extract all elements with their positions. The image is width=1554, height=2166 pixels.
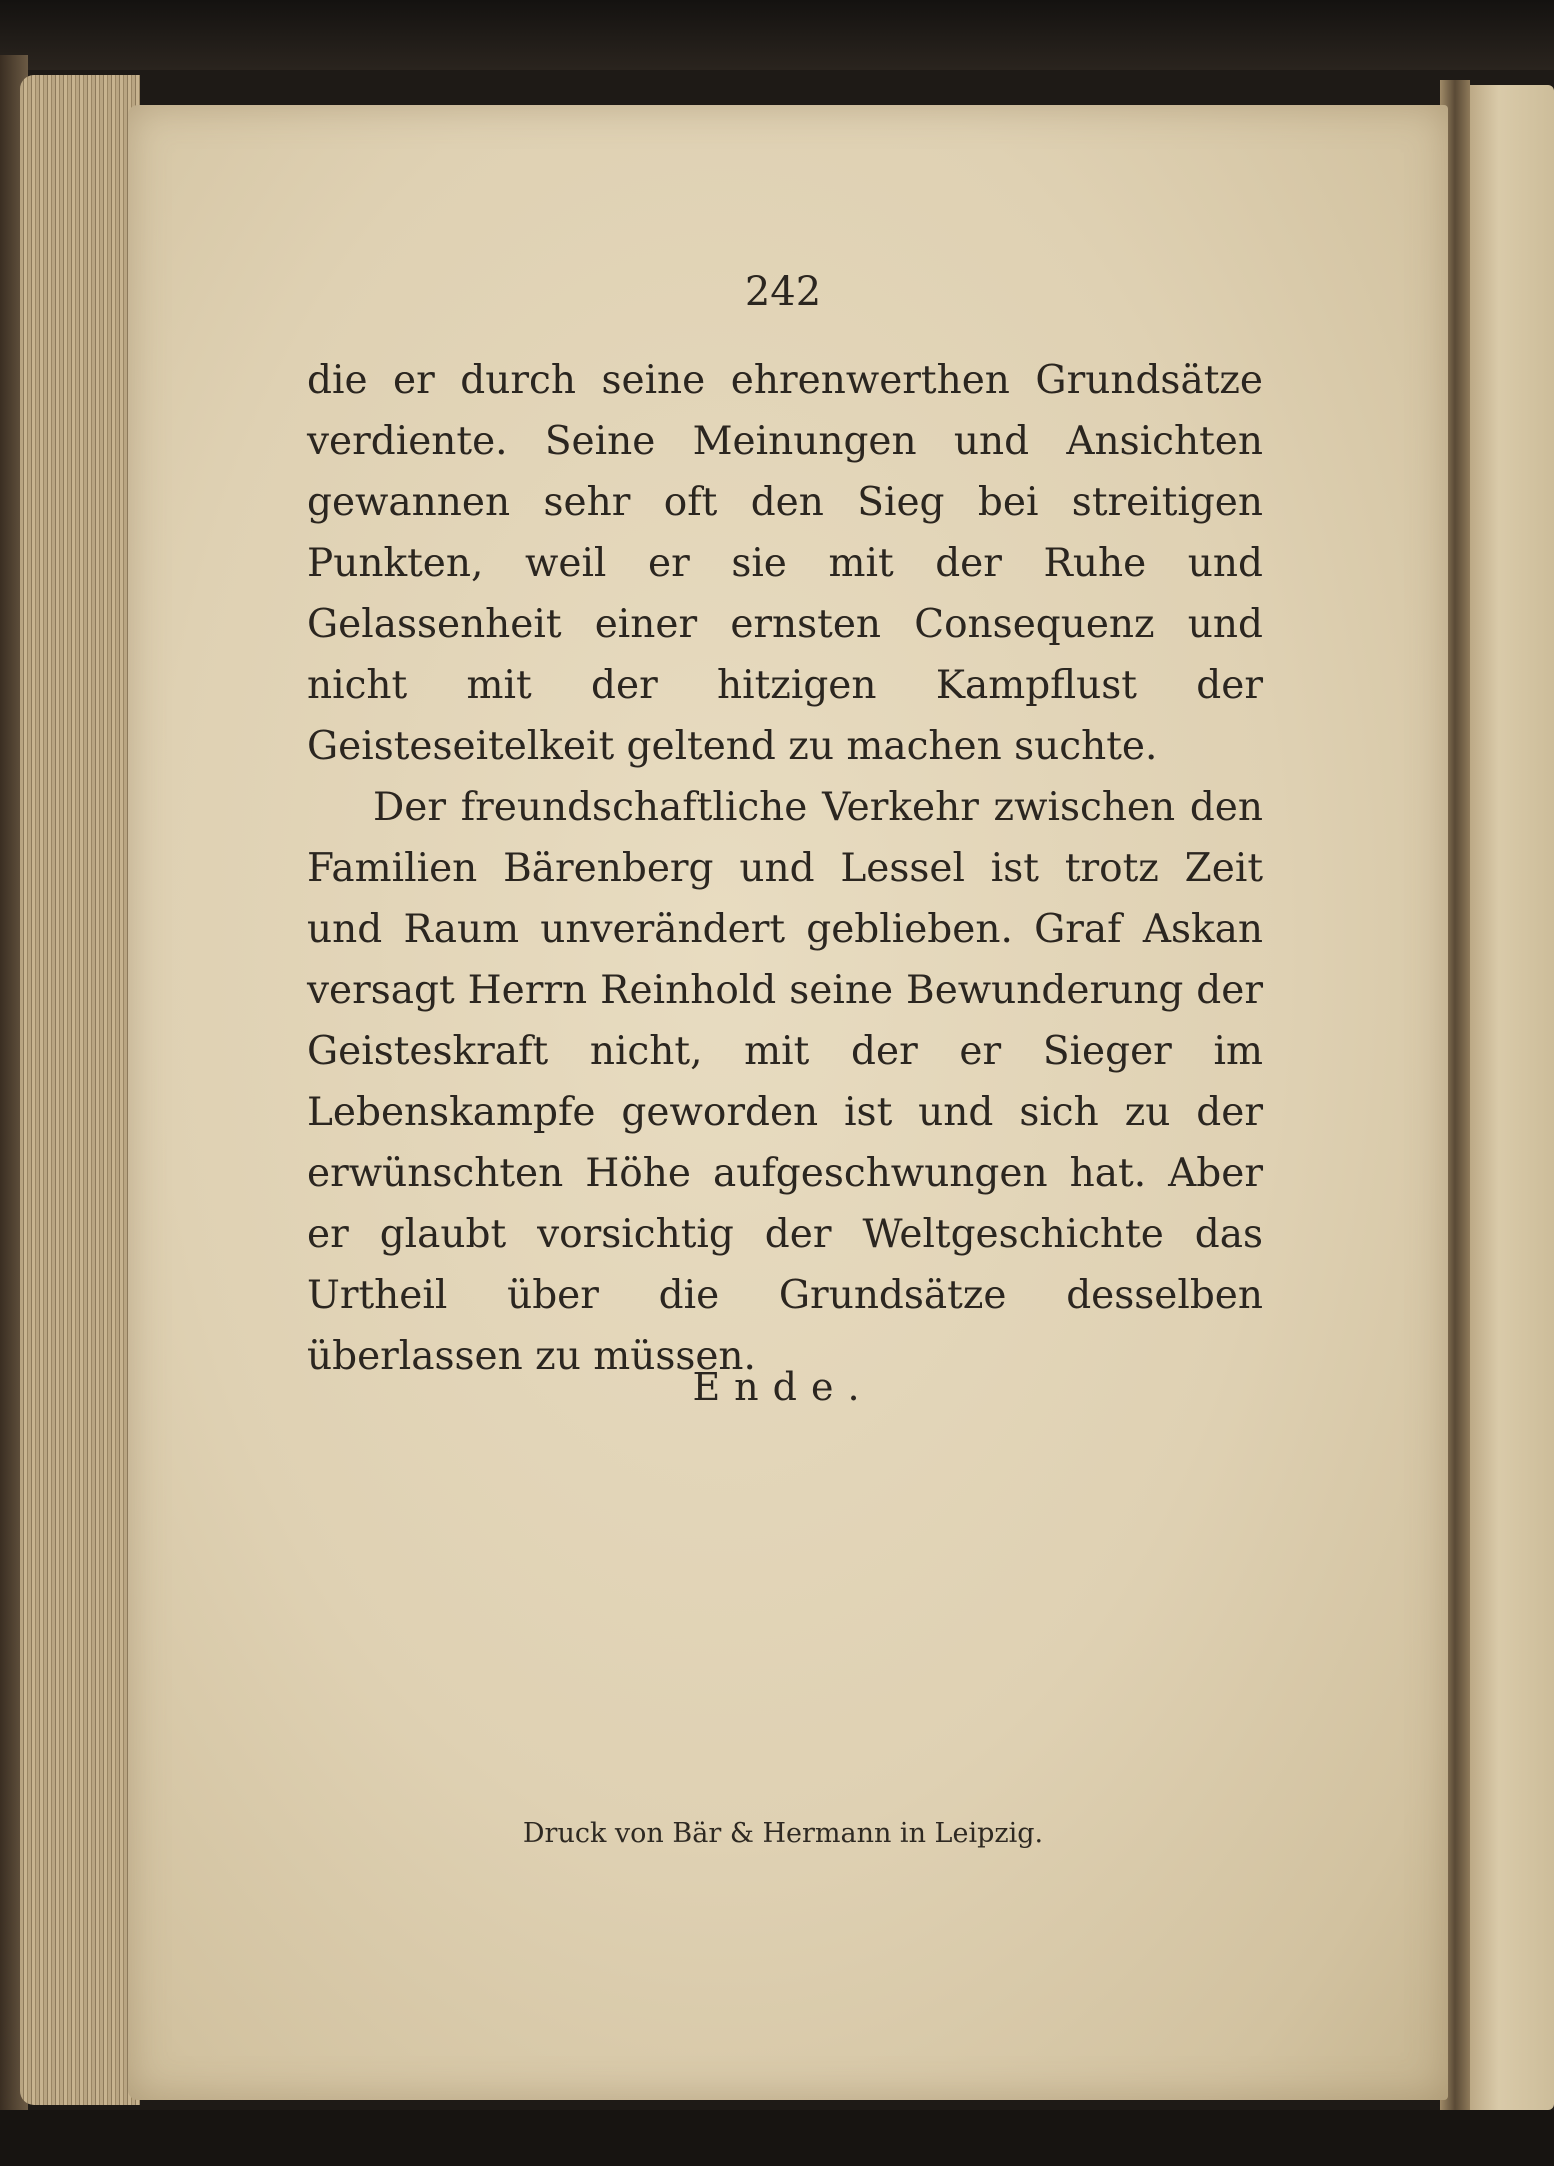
- page-edges-stack: [20, 75, 140, 2105]
- paragraph-1: die er durch seine ehrenwerthen Grundsätze verdiente. Seine Meinungen und Ansichten gewannen sehr oft den Sieg bei streitigen Punkten, weil er sie mit der Ruhe und Gelassenheit einer ernsten Consequenz und nicht mit der hitzigen Kampflust der Geisteseitelkeit geltend zu machen suchte.: [307, 358, 1263, 769]
- book-cover-bottom: [0, 2110, 1554, 2166]
- facing-page-edge: [1462, 85, 1554, 2110]
- ending-mark: Ende.: [692, 1365, 874, 1409]
- body-text: [307, 350, 1263, 1387]
- page-number: 242: [744, 269, 822, 315]
- paragraph-2: Der freundschaftliche Verkehr zwischen den Familien Bärenberg und Lessel ist trotz Zeit und Raum unverändert geblieben. Graf Askan versagt Herrn Reinhold seine Bewunderung der Geisteskraft nicht, mit der er Sieger im Lebenskampfe geworden ist und sich zu der erwünschten Höhe aufgeschwungen hat. Aber er glaubt vorsichtig der Weltgeschichte das Urtheil über die Grundsätze desselben überlassen zu müssen.: [307, 785, 1263, 1379]
- printer-imprint: Druck von Bär & Hermann in Leipzig.: [522, 1818, 1044, 1849]
- book-cover-top: [0, 0, 1554, 70]
